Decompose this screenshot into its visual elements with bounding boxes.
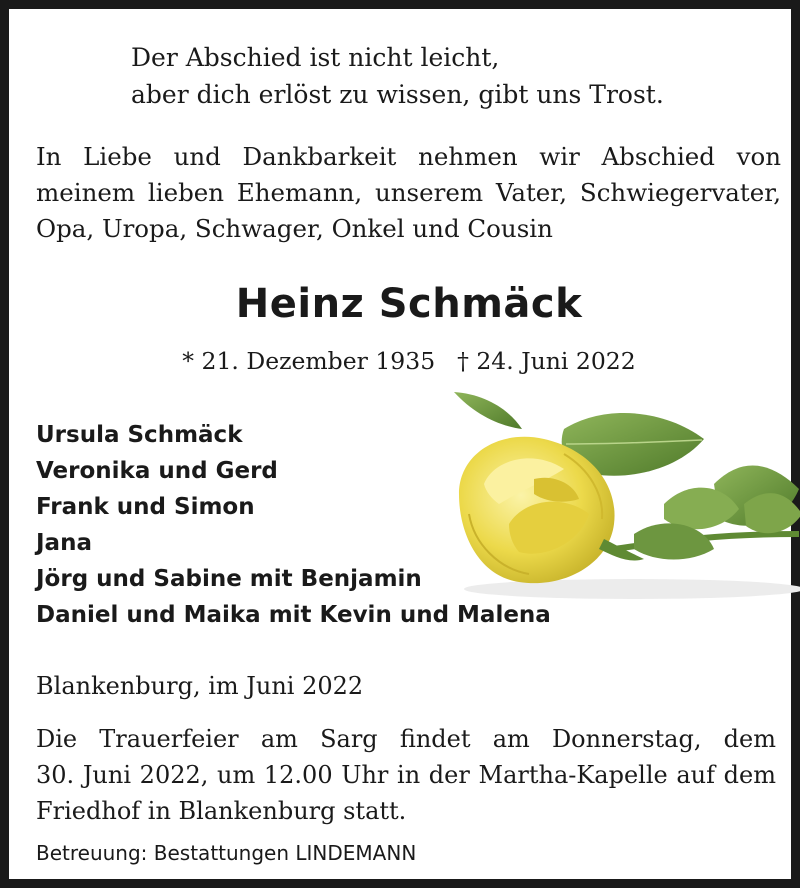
mourner-name: Frank und Simon [36, 494, 255, 520]
ceremony-line-2: 30. Juni 2022, um 12.00 Uhr in der Martha-Kapelle auf dem [36, 761, 776, 789]
intro-line-1: In Liebe und Dankbarkeit nehmen wir Abschied von [36, 142, 781, 171]
deceased-name: Heinz Schmäck [235, 281, 583, 327]
funeral-ceremony-info [36, 721, 776, 829]
mourner-name: Daniel und Maika mit Kevin und Malena [36, 602, 551, 628]
verse [131, 39, 664, 113]
verse-line-1: Der Abschied ist nicht leicht, [131, 43, 500, 72]
verse-line-2: aber dich erlöst zu wissen, gibt uns Trost. [131, 80, 664, 109]
mourner-name: Ursula Schmäck [36, 422, 243, 448]
intro-text [36, 139, 781, 247]
death-date: † 24. Juni 2022 [457, 347, 636, 375]
mourner-name: Jörg und Sabine mit Benjamin [36, 566, 422, 592]
birth-date: * 21. Dezember 1935 [182, 347, 436, 375]
mourners-list [36, 417, 551, 633]
mourner-name: Jana [36, 530, 92, 556]
place-and-date: Blankenburg, im Juni 2022 [36, 672, 364, 700]
ceremony-line-3: Friedhof in Blankenburg statt. [36, 797, 407, 825]
intro-line-2: meinem lieben Ehemann, unserem Vater, Schwiegervater, [36, 178, 781, 207]
ceremony-line-1: Die Trauerfeier am Sarg findet am Donnerstag, dem [36, 725, 776, 753]
intro-line-3: Opa, Uropa, Schwager, Onkel und Cousin [36, 214, 553, 243]
mourner-name: Veronika und Gerd [36, 458, 278, 484]
funeral-home-note: Betreuung: Bestattungen LINDEMANN [36, 841, 417, 865]
life-dates [9, 347, 800, 375]
